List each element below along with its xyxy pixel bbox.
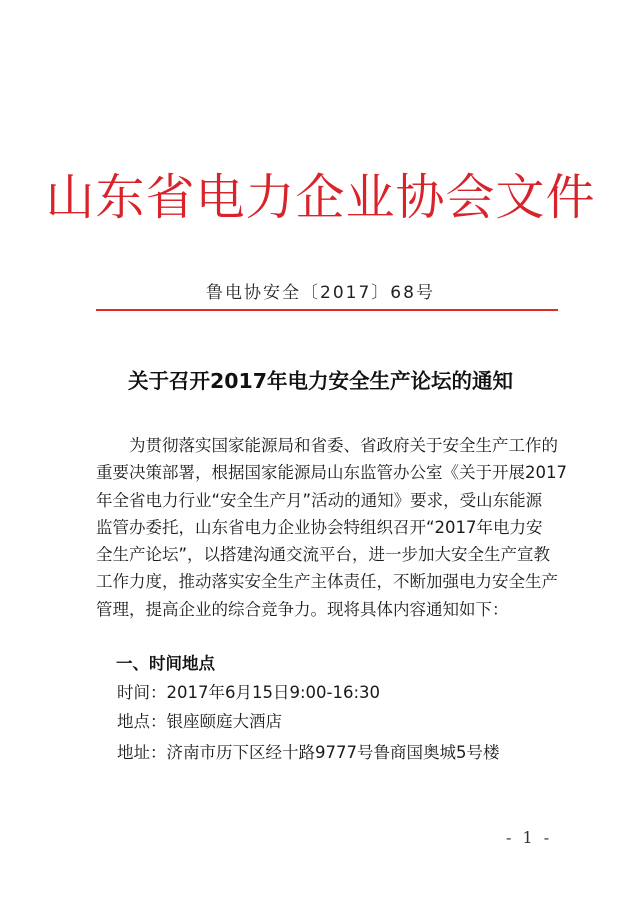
time-label: 时间：: [117, 683, 167, 702]
body-line: 全生产论坛”，以搭建沟通交流平台，进一步加大安全生产宣教: [96, 545, 551, 565]
body-line: 工作力度，推动落实安全生产主体责任，不断加强电力安全生产: [96, 572, 558, 592]
body-line: 重要决策部署，根据国家能源局山东监管办公室《关于开展2017: [96, 463, 567, 483]
time-row: [117, 680, 380, 706]
body-line: 管理，提高企业的综合竞争力。现将具体内容通知如下：: [96, 599, 509, 619]
body-line: 监管办委托，山东省电力企业协会特组织召开“2017年电力安: [96, 517, 543, 537]
place-row: [117, 709, 282, 735]
document-masthead: 山东省电力企业协会文件: [45, 169, 596, 226]
address-label: 地址：: [117, 743, 167, 762]
section-heading-time-place: 一、时间地点: [116, 654, 215, 673]
page-number: - 1 -: [506, 828, 553, 847]
time-value: 2017年6月15日9:00-16:30: [166, 683, 381, 702]
address-row: [117, 740, 500, 766]
place-label: 地点：: [117, 712, 167, 731]
place-value: 银座颐庭大酒店: [166, 712, 282, 731]
notice-title: 关于召开2017年电力安全生产论坛的通知: [127, 369, 514, 393]
red-divider-line: [96, 309, 558, 311]
body-line: 为贯彻落实国家能源局和省委、省政府关于安全生产工作的: [129, 436, 558, 455]
document-number: 鲁电协安全〔2017〕68号: [206, 283, 435, 303]
body-paragraph: [96, 432, 567, 623]
body-line: 年全省电力行业“安全生产月”活动的通知》要求，受山东能源: [96, 490, 543, 510]
address-value: 济南市历下区经十路9777号鲁商国奥城5号楼: [166, 743, 500, 762]
